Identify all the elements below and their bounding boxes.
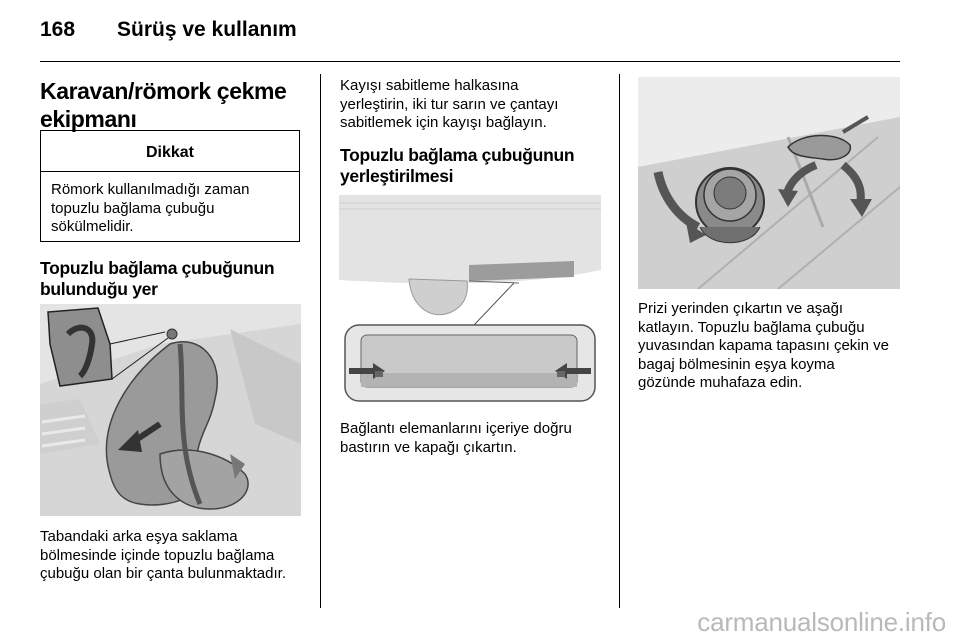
- watermark: carmanualsonline.info: [697, 607, 946, 637]
- caution-box: [40, 130, 300, 242]
- paragraph-line: bastırın ve kapağı çıkartın.: [340, 438, 517, 456]
- paragraph-line: Prizi yerinden çıkartın ve aşağı: [638, 300, 844, 317]
- subheading-line: bulunduğu yer: [40, 279, 158, 299]
- paragraph-line: bölmesinde içinde topuzlu bağlama: [40, 546, 275, 564]
- figure-socket: [638, 77, 900, 289]
- paragraph-socket: [638, 300, 908, 393]
- paragraph-cover: [340, 420, 615, 457]
- subheading-location: [40, 258, 315, 300]
- chapter-title: Sürüş ve kullanım: [117, 18, 297, 41]
- page-number: 168: [40, 18, 76, 41]
- section-title-line: ekipmanı: [40, 106, 137, 132]
- column-divider-1: [320, 74, 321, 608]
- paragraph-line: gözünde muhafaza edin.: [638, 374, 803, 391]
- paragraph-line: çubuğu olan bir çanta bulunmaktadır.: [40, 565, 286, 582]
- paragraph-strap: [340, 77, 615, 133]
- paragraph-line: Tabandaki arka eşya saklama: [40, 528, 238, 545]
- caution-title: Dikkat: [145, 144, 195, 161]
- section-title-line: Karavan/römork çekme: [40, 78, 287, 104]
- paragraph-line: yerleştirin, iki tur sarın ve çantayı: [340, 95, 559, 113]
- subheading-line: Topuzlu bağlama çubuğunun: [40, 258, 275, 278]
- paragraph-line: yuvasından kapama tapasını çekin ve: [638, 337, 889, 354]
- caution-text: [51, 181, 291, 237]
- paragraph-line: Bağlantı elemanlarını içeriye doğru: [340, 420, 572, 437]
- figure-towbar-bag: [40, 304, 301, 516]
- caution-line: Römork kullanılmadığı zaman: [51, 181, 250, 198]
- paragraph-line: katlayın. Topuzlu bağlama çubuğu: [638, 318, 865, 336]
- figure-bumper-cover: [339, 195, 601, 407]
- subheading-line: yerleştirilmesi: [340, 166, 454, 186]
- subheading-installation: [340, 145, 615, 187]
- paragraph-location: [40, 528, 315, 584]
- section-title: [40, 77, 310, 133]
- paragraph-line: bagaj bölmesinin eşya koyma: [638, 355, 835, 373]
- paragraph-line: Kayışı sabitleme halkasına: [340, 77, 519, 94]
- header-rule: [40, 61, 900, 62]
- subheading-line: Topuzlu bağlama çubuğunun: [340, 145, 575, 165]
- column-divider-2: [619, 74, 620, 608]
- paragraph-line: sabitlemek için kayışı bağlayın.: [340, 114, 547, 131]
- caution-line: sökülmelidir.: [51, 218, 134, 235]
- caution-rule: [41, 171, 299, 172]
- caution-line: topuzlu bağlama çubuğu: [51, 199, 215, 217]
